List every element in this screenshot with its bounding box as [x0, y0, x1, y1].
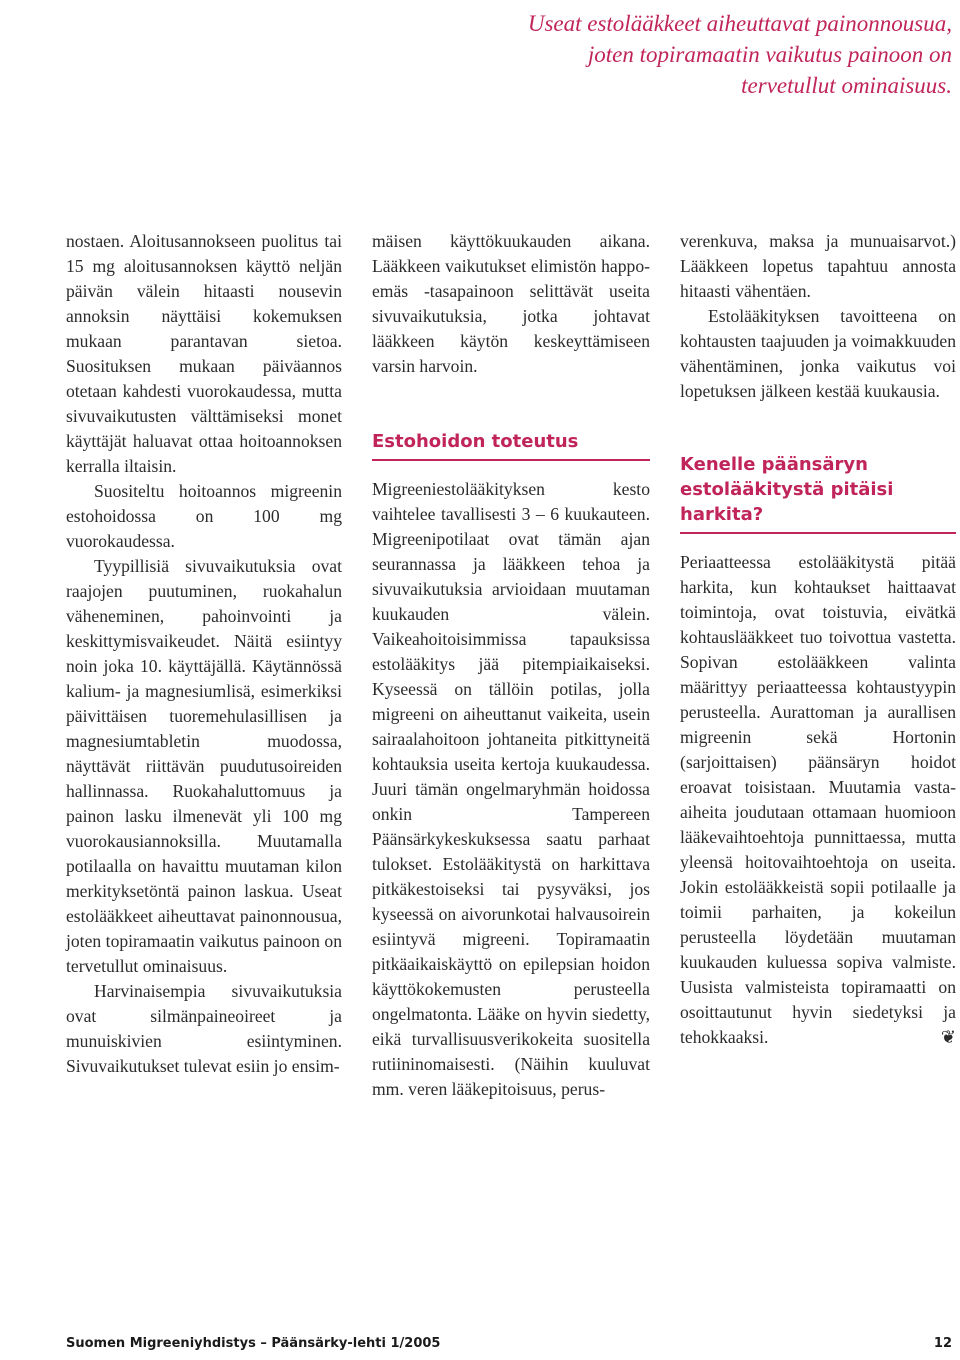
- page-footer: [66, 1336, 952, 1351]
- paragraph: verenkuva, maksa ja munuaisarvot.) Lääkkeen lopetus tapahtuu annosta hitaasti vähentäen.: [680, 231, 956, 301]
- section-heading: Kenelle päänsäryn estolääkitystä pitäisi harkita?: [680, 452, 956, 534]
- pull-quote-line: tervetullut ominaisuus.: [741, 73, 952, 98]
- paragraph-text: Periaatteessa estolääkitystä pitää harkita, kun kohtaukset haittaavat toimintoja, ovat toistuvia, eivätkä kohtauslääkkeet tuo toivottua vastetta. Sopivan estolääkkeen valinta määrittyy periaatteessa kohtaustyypin perusteella. Aurattoman ja aurallisen migreenin sekä Hortonin (sarjoittaisen) päänsäryn hoidot eroavat toisistaan. Muutamia vasta-aiheita joudutaan ottamaan huomioon lääkevaihtoehtoja punnittaessa, mutta yleensä hoitovaihtoehtoja on useita. Jokin estolääkkeistä sopii potilaalle ja toimii parhaiten, ja kokeilun perusteella löydetään muutaman kuukauden kuluessa sopiva valmiste. Uusista valmisteista topiramaatti on osoittautunut hyvin siedetyksi ja tehokkaaksi.: [680, 552, 956, 1047]
- page-number: 12: [933, 1336, 952, 1351]
- publication-name: Suomen Migreeniyhdistys – Päänsärky-lehti 1/2005: [66, 1336, 441, 1351]
- article-column-3: [680, 229, 956, 1050]
- pull-quote-line: Useat estolääkkeet aiheuttavat painonnousua,: [527, 11, 952, 36]
- section-heading: Estohoidon toteutus: [372, 429, 650, 461]
- pull-quote: [432, 8, 952, 101]
- paragraph: [680, 550, 956, 1050]
- paragraph: Harvinaisempia sivuvaikutuksia ovat silmänpaineoireet ja munuiskivien esiintyminen. Sivuvaikutukset tulevat esiin jo ensim-: [66, 981, 342, 1076]
- article-column-1: [66, 229, 342, 1079]
- pull-quote-line: joten topiramaatin vaikutus painoon on: [587, 42, 952, 67]
- paragraph: Tyypillisiä sivuvaikutuksia ovat raajojen puutuminen, ruokahalun väheneminen, pahoinvointi ja keskittymisvaikeudet. Näitä esiintyy noin joka 10. käyttäjällä. Käytännössä kalium- ja magnesiumlisä, esimerkiksi päivittäisen tuoremehulasillisen ja magnesiumtabletin muodossa, näyttävät riittävän puudutusoireiden hallinnassa. Ruokahaluttomuus ja painon lasku ilmenevät yli 100 mg vuorokausiannoksilla. Muutamalla potilaalla on havaittu muutaman kilon merkityksetöntä painon laskua. Useat estolääkkeet aiheuttavat painonnousua, joten topiramaatin vaikutus painoon on tervetullut ominaisuus.: [66, 556, 342, 976]
- paragraph: mäisen käyttökuukauden aikana. Lääkkeen vaikutukset elimistön happo-emäs -tasapainoon selittävät useita sivuvaikutuksia, jotka johtavat lääkkeen käytön keskeyttämiseen varsin harvoin.: [372, 231, 650, 376]
- article-column-2: [372, 229, 650, 1102]
- paragraph: Suositeltu hoitoannos migreenin estohoidossa on 100 mg vuorokaudessa.: [66, 481, 342, 551]
- end-mark-icon: ❦: [940, 1027, 956, 1047]
- paragraph: Migreeniestolääkityksen kesto vaihtelee tavallisesti 3 – 6 kuukauteen. Migreenipotilaat ovat tämän ajan seurannassa ja lääkkeen tehoa ja sivuvaikutuksia arvioidaan muutaman kuukauden välein. Vaikeahoitoisimmissa tapauksissa estolääkitys jää pitempiaikaiseksi. Kyseessä on tällöin potilas, jolla migreeni on aiheuttanut vaikeita, usein sairaalahoitoon johtaneita pitkittyneitä kohtauksia useita kertoja kuukaudessa. Juuri tämän ongelmaryhmän hoidossa onkin Tampereen Päänsärkykeskuksessa saatu parhaat tulokset. Estolääkitystä on harkittava pitkäkestoiseksi tai pysyväksi, jos kyseessä on aivorunkotai halvausoirein esiintyvä migreeni. Topiramaatin pitkäaikaiskäyttö on epilepsian hoidon käyttökokemusten perusteella ongelmatonta. Lääke on hyvin siedetty, eikä turvallisuusverikokeita suositella rutiininomaisesti. (Näihin kuuluvat mm. veren lääkepitoisuus, perus-: [372, 479, 650, 1099]
- paragraph: nostaen. Aloitusannokseen puolitus tai 15 mg aloitusannoksen käyttö neljän päivän välein hitaasti nousevin annoksin näyttäisi kokemuksen mukaan parantavan sietoa. Suosituksen mukaan päiväannos otetaan kahdesti vuorokaudessa, mutta sivuvaikutusten välttämiseksi monet käyttäjät haluavat ottaa hoitoannoksen kerralla iltaisin.: [66, 231, 342, 476]
- paragraph: Estolääkityksen tavoitteena on kohtausten taajuuden ja voimakkuuden vähentäminen, jonka vaikutus voi lopetuksen jälkeen kestää kuukausia.: [680, 306, 956, 401]
